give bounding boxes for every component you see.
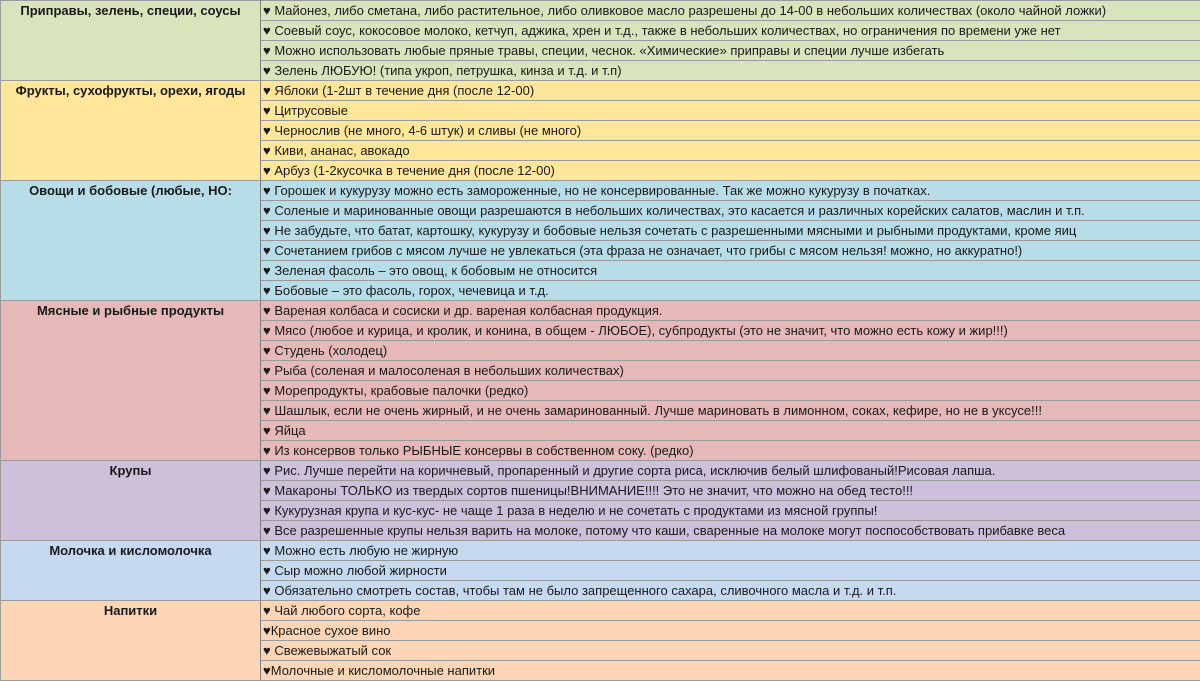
rule-cell: ♥ Шашлык, если не очень жирный, и не очень замаринованный. Лучше мариновать в лимонном, соках, кефире, но не в уксусе!!! (261, 401, 1200, 421)
rule-cell: ♥ Цитрусовые (261, 101, 1200, 121)
category-cell: Мясные и рыбные продукты (1, 301, 261, 461)
rule-cell: ♥ Киви, ананас, авокадо (261, 141, 1200, 161)
rule-cell: ♥ Зеленая фасоль – это овощ, к бобовым не относится (261, 261, 1200, 281)
rule-cell: ♥ Рыба (соленая и малосоленая в небольших количествах) (261, 361, 1200, 381)
group-red (1, 301, 1200, 461)
rule-cell: ♥ Соленые и маринованные овощи разрешаются в небольших количествах, это касается и различных корейских салатов, маслин и т.п. (261, 201, 1200, 221)
rule-cell: ♥ Чернослив (не много, 4-6 штук) и сливы (не много) (261, 121, 1200, 141)
category-cell: Овощи и бобовые (любые, НО: (1, 181, 261, 301)
rule-cell: ♥ Горошек и кукурузу можно есть замороженные, но не консервированные. Так же можно кукурузу в початках. (261, 181, 1200, 201)
rule-cell: ♥ Яблоки (1-2шт в течение дня (после 12-00) (261, 81, 1200, 101)
rule-cell: ♥ Кукурузная крупа и кус-кус- не чаще 1 раза в неделю и не сочетать с продуктами из мясной группы! (261, 501, 1200, 521)
rule-cell: ♥Красное сухое вино (261, 621, 1200, 641)
rule-cell: ♥ Арбуз (1-2кусочка в течение дня (после 12-00) (261, 161, 1200, 181)
rule-cell: ♥ Бобовые – это фасоль, горох, чечевица и т.д. (261, 281, 1200, 301)
rule-cell: ♥ Морепродукты, крабовые палочки (редко) (261, 381, 1200, 401)
category-cell: Молочка и кисломолочка (1, 541, 261, 601)
rule-cell: ♥ Мясо (любое и курица, и кролик, и конина, в общем - ЛЮБОЕ), субпродукты (это не значит, что можно есть кожу и жир!!!) (261, 321, 1200, 341)
rule-cell: ♥ Можно есть любую не жирную (261, 541, 1200, 561)
rule-cell: ♥ Студень (холодец) (261, 341, 1200, 361)
group-yellow (1, 81, 1200, 181)
group-blue (1, 181, 1200, 301)
table-row (1, 601, 1200, 621)
rule-cell: ♥ Соевый соус, кокосовое молоко, кетчуп, аджика, хрен и т.д., также в небольших количествах, но ограничения по времени уже нет (261, 21, 1200, 41)
table-row (1, 541, 1200, 561)
rule-cell: ♥ Не забудьте, что батат, картошку, кукурузу и бобовые нельзя сочетать с разрешенными мясными и рыбными продуктами, кроме яиц (261, 221, 1200, 241)
rule-cell: ♥Молочные и кисломолочные напитки (261, 661, 1200, 681)
rule-cell: ♥ Свежевыжатый сок (261, 641, 1200, 661)
rule-cell: ♥ Вареная колбаса и сосиски и др. вареная колбасная продукция. (261, 301, 1200, 321)
rule-cell: ♥ Макароны ТОЛЬКО из твердых сортов пшеницы!ВНИМАНИЕ!!!! Это не значит, что можно на обед тесто!!! (261, 481, 1200, 501)
category-cell: Напитки (1, 601, 261, 681)
table-row (1, 301, 1200, 321)
category-cell: Приправы, зелень, специи, соусы (1, 1, 261, 81)
table-row (1, 461, 1200, 481)
group-lblue (1, 541, 1200, 601)
group-purple (1, 461, 1200, 541)
rule-cell: ♥ Майонез, либо сметана, либо растительное, либо оливковое масло разрешены до 14-00 в небольших количествах (около чайной ложки) (261, 1, 1200, 21)
group-orange (1, 601, 1200, 681)
rule-cell: ♥ Зелень ЛЮБУЮ! (типа укроп, петрушка, кинза и т.д. и т.п) (261, 61, 1200, 81)
rule-cell: ♥ Можно использовать любые пряные травы, специи, чеснок. «Химические» приправы и специи лучше избегать (261, 41, 1200, 61)
table-row (1, 181, 1200, 201)
rule-cell: ♥ Все разрешенные крупы нельзя варить на молоке, потому что каши, сваренные на молоке могут поспособствовать прибавке веса (261, 521, 1200, 541)
rule-cell: ♥ Чай любого сорта, кофе (261, 601, 1200, 621)
group-green (1, 1, 1200, 81)
rule-cell: ♥ Из консервов только РЫБНЫЕ консервы в собственном соку. (редко) (261, 441, 1200, 461)
table-row (1, 81, 1200, 101)
rule-cell: ♥ Сыр можно любой жирности (261, 561, 1200, 581)
category-cell: Фрукты, сухофрукты, орехи, ягоды (1, 81, 261, 181)
rule-cell: ♥ Рис. Лучше перейти на коричневый, пропаренный и другие сорта риса, исключив белый шлифованый!Рисовая лапша. (261, 461, 1200, 481)
rule-cell: ♥ Обязательно смотреть состав, чтобы там не было запрещенного сахара, сливочного масла и т.д. и т.п. (261, 581, 1200, 601)
rule-cell: ♥ Яйца (261, 421, 1200, 441)
category-cell: Крупы (1, 461, 261, 541)
rule-cell: ♥ Сочетанием грибов с мясом лучше не увлекаться (эта фраза не означает, что грибы с мясом нельзя! можно, но аккуратно!) (261, 241, 1200, 261)
table-row (1, 1, 1200, 21)
